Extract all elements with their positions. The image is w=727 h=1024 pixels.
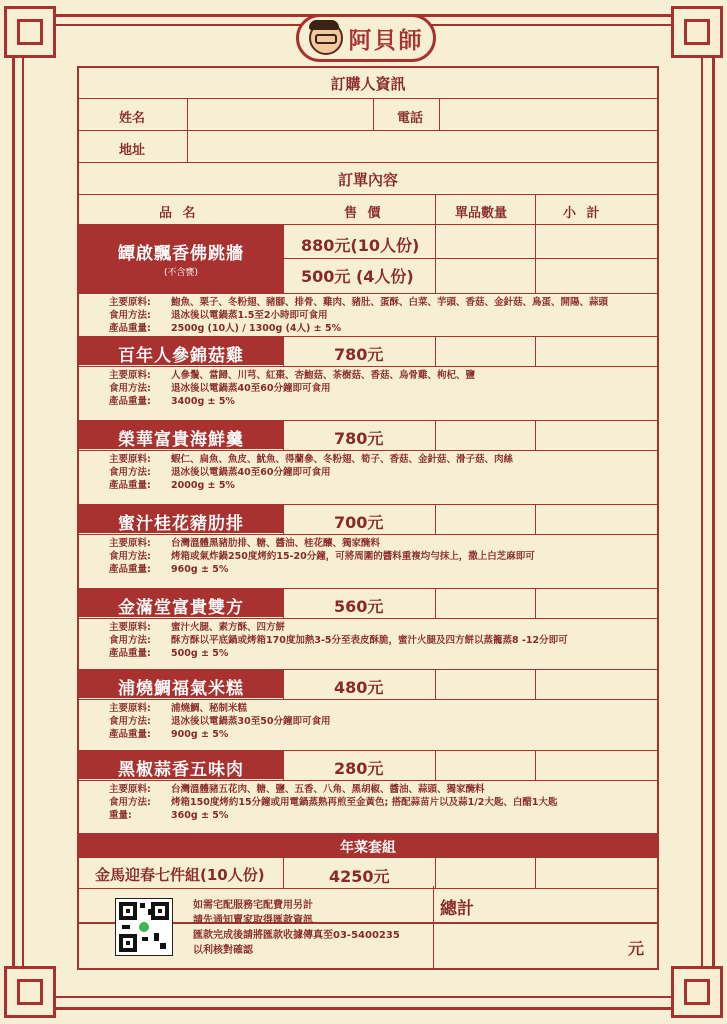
divider [79, 750, 657, 751]
product-details: 主要原料: 浦燒鯛、秘制米糕 食用方法: 退冰後以電鍋蒸30至50分鐘即可食用 產品重量: 900g ± 5% [109, 703, 331, 740]
qty-field[interactable] [437, 260, 533, 291]
address-field[interactable] [189, 132, 655, 160]
divider [79, 98, 657, 99]
divider [435, 588, 436, 618]
divider [535, 336, 536, 366]
divider [283, 258, 657, 259]
divider [79, 534, 657, 535]
corner-ornament [671, 6, 723, 58]
divider [435, 420, 436, 450]
product-note: (不含甕) [163, 268, 199, 278]
currency-label: 元 [628, 939, 645, 958]
header-subtotal: 小 計 [563, 206, 603, 221]
divider [283, 669, 284, 699]
divider [373, 98, 374, 130]
order-title: 訂單內容 [337, 171, 398, 189]
corner-ornament [671, 966, 723, 1018]
divider [433, 886, 435, 968]
set-title: 年菜套組 [340, 840, 396, 856]
footer-notes: 如需宅配服務宅配費用另計 請先通知賣家取得匯款資訊 匯款完成後請將匯款收據傳真至03-5400235 以利核對確認 [193, 900, 400, 956]
qty-field[interactable] [437, 860, 533, 886]
divider [535, 420, 536, 450]
divider [535, 588, 536, 618]
address-label: 地址 [119, 143, 146, 158]
product-price: 880元(10人份) [301, 236, 420, 255]
divider [657, 886, 659, 968]
divider [435, 336, 436, 366]
divider [535, 750, 536, 780]
chef-face-icon [309, 21, 343, 55]
name-label: 姓名 [119, 111, 146, 126]
product-details: 主要原料: 蝦仁、扁魚、魚皮、魷魚、得蘭參、冬粉翅、筍子、香菇、金針菇、滑子菇、肉絲 食用方法: 退冰後以電鍋蒸40至60分鐘即可食用 產品重量: 2000g ± 5% [109, 454, 514, 491]
divider [79, 366, 657, 367]
product-details: 主要原料: 鮑魚、栗子、冬粉翅、豬腳、排骨、雞肉、豬肚、蛋酥、白菜、芋頭、香菇、金針菇、鳥蛋、開陽、蒜頭 食用方法: 退冰後以電鍋蒸1.5至2小時即可食用 產品重量: 2500g (10人) / 1300g (4人) ± 5% [109, 297, 609, 334]
divider [435, 194, 436, 293]
divider [435, 858, 436, 888]
divider [535, 504, 536, 534]
qty-field[interactable] [437, 590, 533, 616]
phone-label: 電話 [397, 111, 424, 126]
divider [79, 504, 657, 505]
qty-field[interactable] [437, 226, 533, 256]
product-name: 罈啟飄香佛跳牆 [118, 244, 244, 264]
header-name: 品 名 [159, 206, 199, 221]
divider [79, 293, 657, 294]
qty-field[interactable] [437, 506, 533, 532]
qty-field[interactable] [437, 422, 533, 448]
product-details: 主要原料: 蜜汁火腿、素方酥、四方餅 食用方法: 酥方酥以平底鍋或烤箱170度加熱3-5分至表皮酥脆，蜜汁火腿及四方餅以蒸籠蒸8 -12分即可 產品重量: 500g ± 5% [109, 622, 568, 659]
brand-name: 阿貝師 [348, 27, 424, 54]
divider [79, 780, 657, 781]
product-price: 500元 (4人份) [301, 267, 414, 286]
divider [79, 669, 657, 670]
set-price: 4250元 [329, 867, 390, 886]
divider [79, 588, 657, 589]
divider [535, 858, 536, 888]
divider [435, 669, 436, 699]
divider [79, 699, 657, 700]
divider [439, 98, 440, 130]
product-name: 金滿堂富貴雙方 [118, 598, 244, 618]
product-price: 480元 [334, 678, 384, 697]
divider [77, 968, 659, 970]
order-form [77, 66, 659, 924]
product-details: 主要原料: 人參鬚、當歸、川芎、紅棗、杏鮑菇、茶樹菇、香菇、烏骨雞、枸杞、鹽 食用方法: 退冰後以電鍋蒸40至60分鐘即可食用 產品重量: 3400g ± 5% [109, 370, 476, 407]
divider [79, 450, 657, 451]
divider [79, 618, 657, 619]
product-price: 780元 [334, 345, 384, 364]
divider [79, 420, 657, 421]
qr-code [115, 898, 173, 956]
divider [283, 224, 284, 293]
divider [283, 858, 284, 888]
divider [283, 504, 284, 534]
divider [77, 886, 79, 968]
orderer-title: 訂購人資訊 [330, 75, 406, 93]
product-name: 黑椒蒜香五味肉 [118, 760, 244, 780]
phone-field[interactable] [441, 100, 655, 128]
divider [283, 420, 284, 450]
corner-ornament [4, 6, 56, 58]
divider [535, 669, 536, 699]
qty-field[interactable] [437, 671, 533, 697]
product-price: 780元 [334, 429, 384, 448]
divider [79, 130, 657, 131]
brand-logo [296, 14, 436, 62]
product-name: 浦燒鯛福氣米糕 [118, 679, 244, 699]
product-name: 百年人參錦菇雞 [118, 346, 244, 366]
product-price: 560元 [334, 597, 384, 616]
product-price: 700元 [334, 513, 384, 532]
divider [283, 750, 284, 780]
product-price: 280元 [334, 759, 384, 778]
divider [535, 194, 536, 293]
total-label: 總計 [440, 899, 474, 919]
divider [79, 162, 657, 163]
name-field[interactable] [189, 100, 371, 128]
divider [283, 588, 284, 618]
divider [283, 336, 284, 366]
product-name: 榮華富貴海鮮羹 [118, 430, 244, 450]
product-name: 蜜汁桂花豬肋排 [118, 514, 244, 534]
qty-field[interactable] [437, 338, 533, 364]
product-details: 主要原料: 台灣溫體豬五花肉、糖、鹽、五香、八角、黑胡椒、醬油、蒜頭、獨家醃料 食用方法: 烤箱150度烤約15分鐘或用電鍋蒸熟再煎至金黃色; 搭配蒜苗片以及蒜1/2大匙、白醋1大匙 重量: 360g ± 5% [109, 784, 558, 821]
divider [435, 504, 436, 534]
total-field[interactable] [436, 920, 616, 964]
set-name: 金馬迎春七件組(10人份) [95, 866, 265, 884]
divider [435, 750, 436, 780]
corner-ornament [4, 966, 56, 1018]
divider [79, 194, 657, 195]
header-qty: 單品數量 [455, 206, 508, 221]
product-details: 主要原料: 台灣溫體黑豬肋排、糖、醬油、桂花釀、獨家醃料 食用方法: 烤箱或氣炸鍋250度烤約15-20分鐘，可將周圍的醬料重複均勻抹上，撒上白芝麻即可 產品重量: 960g ± 5% [109, 538, 535, 575]
divider [79, 336, 657, 337]
header-price: 售 價 [344, 206, 384, 221]
qty-field[interactable] [437, 752, 533, 778]
